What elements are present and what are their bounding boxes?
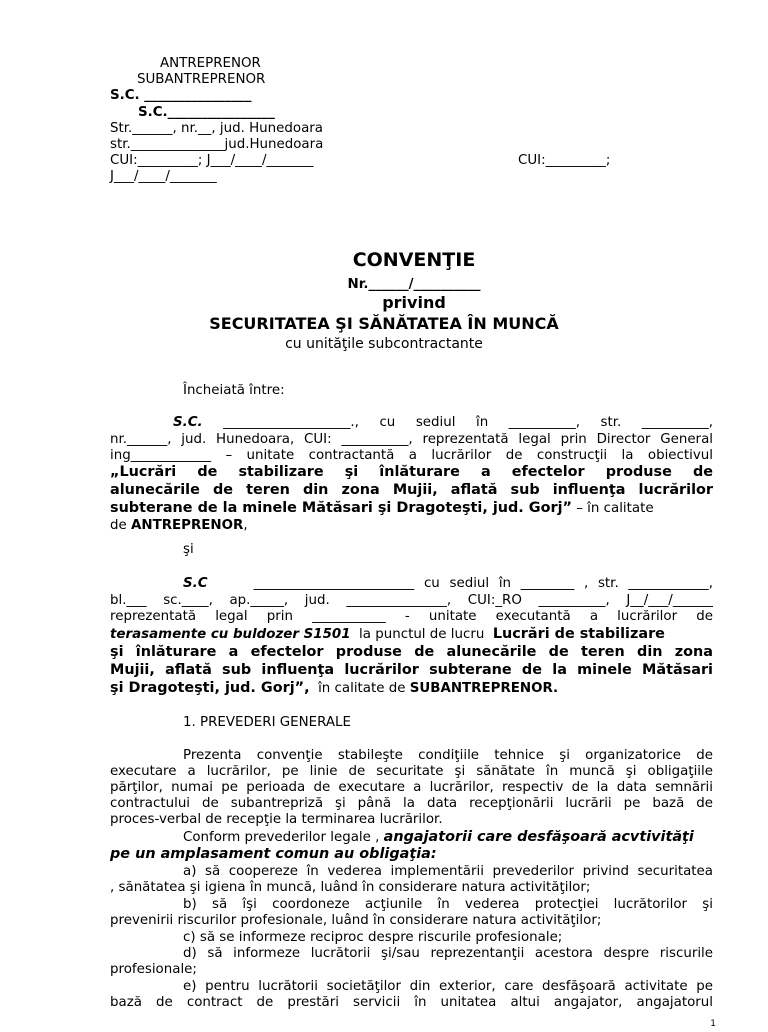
section1-heading: 1. PREVEDERI GENERALE	[183, 715, 351, 730]
header-antreprenor: ANTREPRENOR	[160, 56, 261, 71]
party2-line2: bl.___ sc.____, ap._____, jud. _______________, CUI:_RO __________, J__/___/______	[110, 593, 713, 608]
party2-line5: şi înlăturare a efectelor produse de alunecările de teren din zona	[110, 644, 713, 660]
page-number: 1	[710, 1019, 716, 1029]
item-a-line2: , sănătatea şi igiena în muncă, luând în considerare natura activităţilor;	[110, 880, 591, 895]
party1-line7	[110, 518, 248, 534]
party1-sc: S.C.	[173, 415, 203, 430]
party2-line4	[110, 626, 665, 643]
item-d-line1: d) să informeze lucrătorii şi/sau reprezentanţii acestora despre riscurile	[183, 946, 713, 961]
header-cui-1: CUI:_________; J___/____/_______	[110, 153, 314, 168]
party2-line7-text: în calitate de	[309, 681, 410, 696]
party1-line7-suffix: ,	[243, 518, 248, 533]
party1-line5: alunecările de teren din zona Mujii, aflată sub influenţa lucrărilor	[110, 482, 713, 498]
party2-sc: S.C	[183, 576, 208, 591]
section1-p1-line1: Prezenta convenţie stabileşte condiţiile tehnice şi organizatorice de	[183, 748, 713, 763]
party2-line3: reprezentată legal prin ___________ - unitate executantă a lucrărilor de	[110, 609, 713, 624]
section1-p2-line1	[183, 829, 694, 846]
item-e-line1: e) pentru lucrătorii societăţilor din exterior, care desfăşoară activitate pe	[183, 979, 713, 994]
party1-line6	[110, 500, 654, 517]
header-j-2: J___/____/_______	[110, 169, 217, 184]
document-number: Nr.______/__________	[347, 277, 481, 292]
item-b-line2: prevenirii riscurilor profesionale, luând în considerare natura activităţilor;	[110, 913, 602, 928]
item-b-line1: b) să îşi coordoneze acţiunile în vederea protecţiei lucrătorilor şi	[183, 897, 713, 912]
section1-p1-line4: contractului de subantrepriză şi până la data recepţionării lucrării pe bază de	[110, 796, 713, 811]
party1-line1	[173, 415, 713, 431]
header-sc-2: S.C.________________	[138, 105, 275, 120]
conjunction-si: şi	[183, 542, 194, 557]
section1-p1-line3: părţilor, numai pe perioada de executare a lucrărilor, respectiv de la data semnării	[110, 780, 713, 795]
header-street-2: str.______________jud.Hunedoara	[110, 137, 324, 152]
item-d-line2: profesionale;	[110, 962, 197, 977]
item-c-line1: c) să se informeze reciproc despre riscurile profesionale;	[183, 930, 563, 945]
party2-role: SUBANTREPRENOR.	[409, 681, 559, 696]
header-cui-2: CUI:_________;	[518, 153, 611, 168]
section1-p2-line2: pe un amplasament comun au obligaţia:	[110, 846, 437, 862]
section1-p1-line5: proces-verbal de recepţie la terminarea lucrărilor.	[110, 812, 443, 827]
intro-text: Încheiată între:	[183, 383, 285, 398]
section1-p2-text: Conform prevederilor legale ,	[183, 830, 384, 845]
party2-line1-text: ________________________ cu sediul în ________ , str. ____________,	[253, 576, 713, 591]
title-privind: privind	[382, 293, 446, 312]
section1-p1-line2: executare a lucrărilor, pe linie de securitate şi sănătate în muncă şi obligaţiile	[110, 764, 713, 779]
title-subtitle: cu unităţile subcontractante	[285, 336, 483, 352]
party1-line6-bold: subterane de la minele Mătăsari şi Dragoteşti, jud. Gorj”	[110, 500, 572, 516]
party1-line2: nr.______, jud. Hunedoara, CUI: __________, reprezentată legal prin Director General	[110, 432, 713, 447]
title-subject: SECURITATEA ŞI SĂNĂTATEA ÎN MUNCĂ	[209, 314, 559, 333]
party1-line1-text: ___________________., cu sediul în __________, str. __________,	[202, 415, 713, 430]
party2-line7	[110, 680, 558, 697]
party2-line4-activity: terasamente cu buldozer S1501	[110, 627, 351, 642]
header-sc-1: S.C. ________________	[110, 88, 252, 103]
item-a-line1: a) să coopereze în vederea implementării prevederilor privind securitatea	[183, 864, 713, 879]
party1-role: ANTREPRENOR	[131, 518, 244, 533]
party2-line4-bold: Lucrări de stabilizare	[492, 626, 665, 642]
header-subantreprenor: SUBANTREPRENOR	[137, 72, 266, 87]
party1-line4: „Lucrări de stabilizare şi înlăturare a efectelor produse de	[110, 464, 713, 480]
header-street-1: Str.______, nr.__, jud. Hunedoara	[110, 121, 323, 136]
section1-p2-bold: angajatorii care desfăşoară acvtivităţi	[383, 829, 694, 845]
party1-line7-prefix: de	[110, 518, 131, 533]
party2-line4-text: la punctul de lucru	[350, 627, 493, 642]
party1-line6-text: – în calitate	[571, 501, 654, 516]
party2-line7-bold: şi Dragoteşti, jud. Gorj”,	[110, 680, 310, 696]
party2-line6: Mujii, aflată sub influenţa lucrărilor subterane de la minele Mătăsari	[110, 662, 713, 678]
party2-line1	[183, 576, 713, 592]
item-e-line2: bază de contract de prestări servicii în unitatea altui angajator, angajatorul	[110, 995, 713, 1010]
document-title: CONVENŢIE	[352, 249, 476, 271]
party1-line3: ing____________ – unitate contractantă a lucrărilor de construcţii la obiectivul	[110, 448, 713, 463]
